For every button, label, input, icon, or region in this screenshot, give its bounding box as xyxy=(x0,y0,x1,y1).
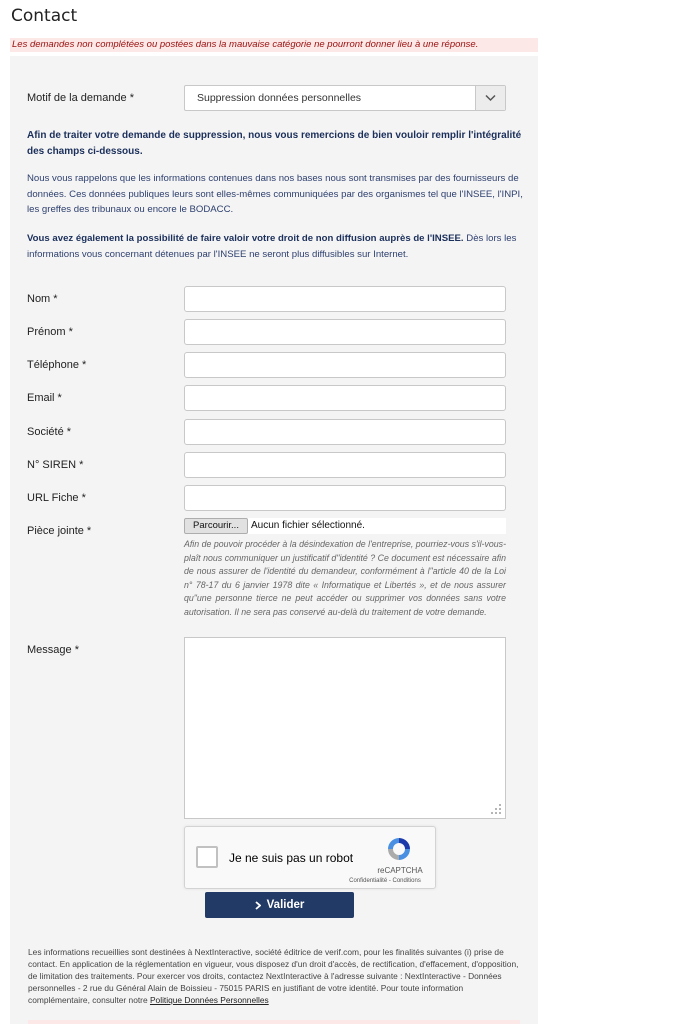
recaptcha-checkbox[interactable] xyxy=(196,846,218,868)
category-warning: Les demandes non complétées ou postées dans la mauvaise catégorie ne pourront donner lieu à une réponse. xyxy=(10,38,538,52)
chevron-right-icon xyxy=(255,901,261,910)
recaptcha-logo-icon xyxy=(385,835,413,863)
nom-label: Nom * xyxy=(27,293,58,305)
piece-jointe-label: Pièce jointe * xyxy=(27,525,92,537)
privacy-footer xyxy=(28,946,520,1006)
url-fiche-label: URL Fiche * xyxy=(27,492,86,504)
siren-label: N° SIREN * xyxy=(27,459,84,471)
prenom-label: Prénom * xyxy=(27,326,73,338)
recaptcha-brand: reCAPTCHA xyxy=(377,866,423,875)
submit-button[interactable] xyxy=(205,892,354,918)
insee-notice-bold: Vous avez également la possibilité de faire valoir votre droit de non diffusion auprès de l'INSEE. xyxy=(27,233,464,244)
select-dropdown-button[interactable] xyxy=(475,86,505,110)
message-label: Message * xyxy=(27,644,79,656)
page-title: Contact xyxy=(11,6,78,26)
nom-input[interactable] xyxy=(184,286,506,312)
telephone-label: Téléphone * xyxy=(27,359,87,371)
bottom-warning-bar xyxy=(28,1020,520,1024)
email-input[interactable] xyxy=(184,385,506,411)
recaptcha-widget xyxy=(184,826,436,889)
recaptcha-label: Je ne suis pas un robot xyxy=(229,851,354,865)
motif-label: Motif de la demande * xyxy=(27,92,135,104)
intro-instruction: Afin de traiter votre demande de suppression, nous vous remercions de bien vouloir remplir l'intégralité des champs ci-dessous. xyxy=(27,130,522,157)
chevron-down-icon xyxy=(485,94,496,102)
societe-input[interactable] xyxy=(184,419,506,445)
motif-selected-value: Suppression données personnelles xyxy=(197,92,362,104)
file-status: Aucun fichier sélectionné. xyxy=(251,520,365,531)
url-fiche-input[interactable] xyxy=(184,485,506,511)
siren-input[interactable] xyxy=(184,452,506,478)
submit-label: Valider xyxy=(266,899,305,911)
intro-data-sources: Nous vous rappelons que les informations contenues dans nos bases nous sont transmises par des fournisseurs de données. Ces données publiques leurs sont elles-mêmes communiquées par des organismes tel que l'INSEE, l'INPI, les greffes des tribunaux ou encore le BODACC. xyxy=(27,173,523,215)
browse-button[interactable]: Parcourir... xyxy=(184,518,248,534)
societe-label: Société * xyxy=(27,426,72,438)
recaptcha-links[interactable]: Confidentialité - Conditions xyxy=(349,878,421,884)
intro-insee-notice xyxy=(27,231,524,262)
email-label: Email * xyxy=(27,392,62,404)
prenom-input[interactable] xyxy=(184,319,506,345)
privacy-text: Les informations recueillies sont destinées à NextInteractive, société éditrice de verif.com, pour les finalités suivantes (i) prise de contact. En application de la réglementation en vigueur, vous disposez d'un droit d'accès, de rectification, d'effacement, d'opposition, de limitation des traitements. Pour exercer vos droits, contactez NextInteractive à l'adresse suivante : NextInteractive - Données personnelles - 2 rue du Général Alain de Boissieu - 75015 PARIS en justifiant de votre identité. Pour toute information complémentaire, consulter notre xyxy=(28,947,519,1005)
message-textarea[interactable] xyxy=(184,637,506,819)
resize-grip-icon[interactable] xyxy=(490,803,502,815)
privacy-policy-link[interactable]: Politique Données Personnelles xyxy=(149,995,269,1005)
file-help-text: Afin de pouvoir procéder à la désindexation de l'entreprise, pourriez-vous s'il-vous-plaît nous communiquer un justificatif d"identité ? Ce document est nécessaire afin de nous assurer de l'identité du demandeur, conformément à l"article 40 de la Loi n° 78-17 du 6 janvier 1978 dite « Informatique et Libertés », et de nous assurer qu"une personne tierce ne peut accéder ou supprimer vos données sans votre autorisation. Il ne sera pas conservé au-delà du traitement de votre demande. xyxy=(184,539,506,617)
insee-notice-rest: Dès lors les informations vous concernant détenues par l'INSEE ne seront plus diffusibles sur Internet. xyxy=(27,233,517,260)
telephone-input[interactable] xyxy=(184,352,506,378)
motif-select[interactable] xyxy=(184,85,506,111)
